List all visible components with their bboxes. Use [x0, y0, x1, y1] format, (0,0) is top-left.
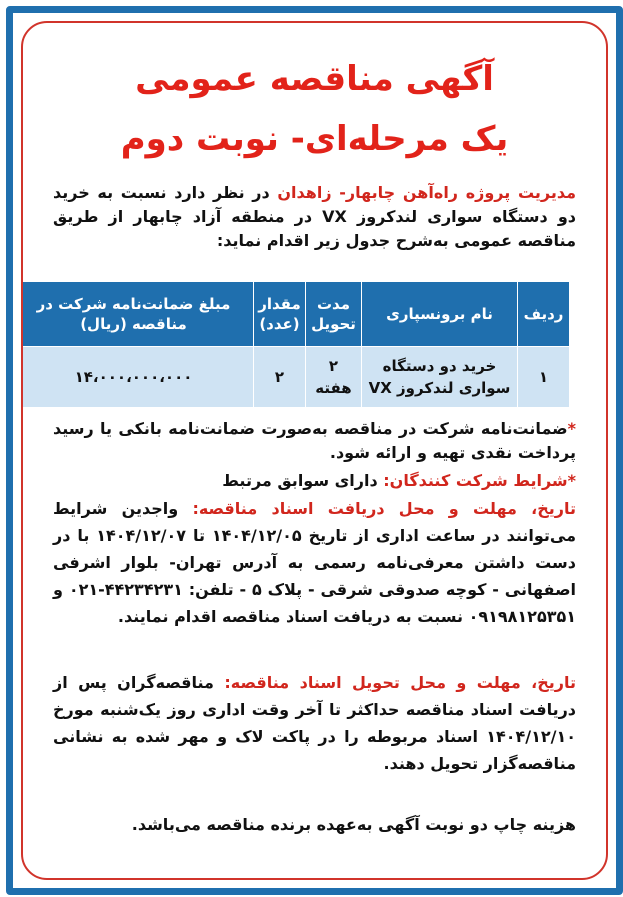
delivery-text: مناقصه‌گران پس از دریافت اسناد مناقصه حداکثر تا آخر وقت اداری روز یک‌شنبه مورخ ۱۴۰۴/۱۲/۱۰ اسناد مربوطه را در پاکت لاک و مهر شده به نشانی مناقصه‌گزار تحویل دهند. — [53, 673, 576, 773]
guarantee-paragraph — [53, 417, 576, 465]
receipt-paragraph — [53, 495, 576, 630]
header-duration: مدت تحویل — [306, 282, 362, 347]
header-row-number: ردیف — [518, 282, 570, 347]
guarantee-star-icon: * — [567, 419, 576, 438]
table-header-row — [21, 282, 570, 347]
receipt-label: تاریخ، مهلت و محل دریافت اسناد مناقصه: — [192, 499, 577, 518]
header-guarantee-amount: مبلغ ضمانت‌نامه شرکت در مناقصه (ریال) — [21, 282, 254, 347]
receipt-text: واجدین شرایط می‌توانند در ساعت اداری از تاریخ ۱۴۰۴/۱۲/۰۵ تا ۱۴۰۴/۱۲/۰۷ با در دست داشتن معرفی‌نامه رسمی به آدرس تهران- بلوار اشرفی اصفهانی - کوچه صدوقی شرقی - پلاک ۵ - تلفن: ۴۴۲۳۴۲۳۱-۰۲۱ و ۰۹۱۹۸۱۲۵۳۵۱ نسبت به دریافت اسناد مناقصه اقدام نمایند. — [53, 499, 577, 626]
tender-table — [21, 281, 570, 408]
conditions-star-icon: * — [567, 471, 576, 490]
header-item-name: نام برونسپاری — [362, 282, 518, 347]
conditions-paragraph — [53, 469, 576, 493]
conditions-label: شرایط شرکت کنندگان: — [383, 471, 568, 490]
cell-quantity: ۲ — [254, 347, 306, 408]
cell-item-name: خرید دو دستگاه سواری لندکروز VX — [362, 347, 518, 408]
conditions-text: دارای سوابق مرتبط — [222, 471, 384, 490]
delivery-paragraph — [53, 669, 576, 777]
intro-text: در نظر دارد نسبت به خرید دو دستگاه سواری لندکروز VX در منطقه آزاد چابهار از طریق مناقصه عمومی به‌شرح جدول زیر اقدام نماید: — [53, 183, 576, 250]
cell-guarantee-amount: ۱۴،۰۰۰،۰۰۰،۰۰۰ — [21, 347, 254, 408]
intro-paragraph — [53, 181, 576, 253]
notice-subtitle: یک مرحله‌ای- نوبت دوم — [120, 119, 509, 159]
notice-frame — [6, 6, 623, 895]
footer-note: هزینه چاپ دو نوبت آگهی به‌عهده برنده مناقصه می‌باشد. — [131, 815, 576, 834]
guarantee-text: ضمانت‌نامه شرکت در مناقصه به‌صورت ضمانت‌نامه بانکی یا رسید پرداخت نقدی تهیه و ارائه شود. — [53, 419, 576, 462]
header-quantity: مقدار (عدد) — [254, 282, 306, 347]
table-row — [21, 347, 570, 408]
cell-duration: ۲ هفته — [306, 347, 362, 408]
notice-title: آگهی مناقصه عمومی — [135, 59, 494, 99]
delivery-label: تاریخ، مهلت و محل تحویل اسناد مناقصه: — [224, 673, 576, 692]
cell-row-number: ۱ — [518, 347, 570, 408]
organization-name: مدیریت پروژه راه‌آهن چابهار- زاهدان — [277, 183, 576, 202]
notice-inner-border — [21, 21, 608, 880]
